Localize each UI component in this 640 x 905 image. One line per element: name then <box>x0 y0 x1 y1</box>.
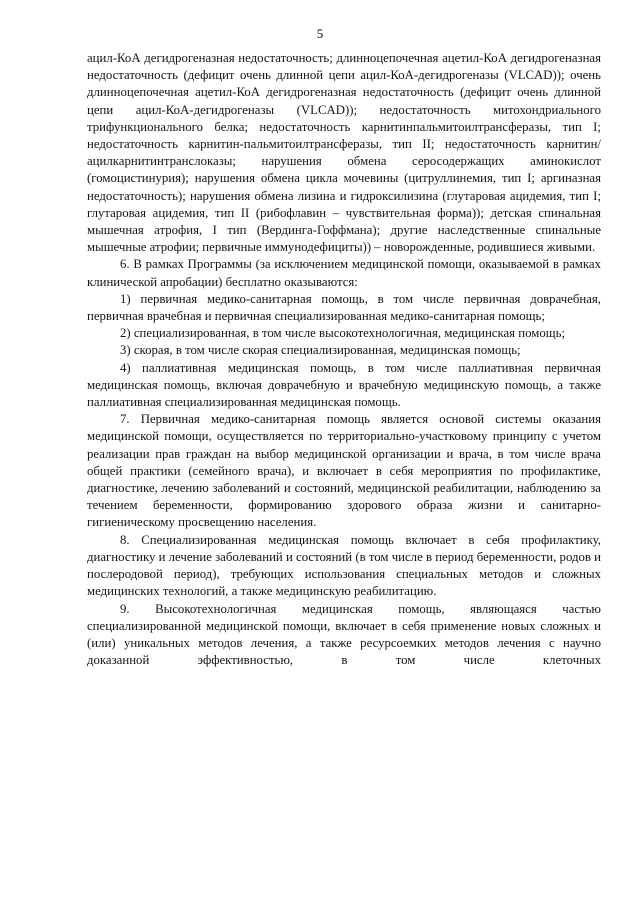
paragraph-disease-list-continuation: ацил-КоА дегидрогеназная недостаточность; длинноцепочечная ацетил-КоА дегидрогеназная недостаточность (дефицит очень длинной цепи ацил-КоА-дегидрогеназы (VLCAD)); очень длинноцепочечная ацетил-КоА дегидрогеназная недостаточность (дефицит очень длинной цепи ацил-КоА-дегидрогеназы (VLCAD)); недостаточность митохондриального трифункционального белка; недостаточность карнитинпальмитоилтрансферазы, тип I; недостаточность карнитин-пальмитоилтрансферазы, тип II; недостаточность карнитин/ацилкарнитинтранслоказы; нарушения обмена серосодержащих аминокислот (гомоцистинурия); нарушения обмена цикла мочевины (цитруллинемия, тип I; аргиназная недостаточность); нарушения обмена лизина и гидроксилизина (глутаровая ацидемия, тип I; глутаровая ацидемия, тип II (рибофлавин – чувствительная форма)); детская спинальная мышечная атрофия, I тип (Вердинга-Гоффмана); другие наследственные спинальные мышечные атрофии; первичные иммунодефициты)) – новорожденные, родившиеся живыми. <box>87 51 601 255</box>
paragraph-7: 7. Первичная медико-санитарная помощь является основой системы оказания медицинской помощи, осуществляется по территориально-участковому принципу с учетом реализации прав граждан на выбор медицинской организации и врача, в том числе врача общей практики (семейного врача), и включает в себя мероприятия по профилактике, диагностике, лечению заболеваний и состояний, медицинской реабилитации, наблюдению за течением беременности, формированию здорового образа жизни и санитарно-гигиеническому просвещению населения. <box>87 412 601 530</box>
list-item-2: 2) специализированная, в том числе высокотехнологичная, медицинская помощь; <box>120 326 566 341</box>
list-item-3: 3) скорая, в том числе скорая специализированная, медицинская помощь; <box>120 343 521 358</box>
list-item-1: 1) первичная медико-санитарная помощь, в том числе первичная доврачебная, первичная врачебная и первичная специализированная медико-санитарная помощь; <box>87 291 601 324</box>
paragraph-9: 9. Высокотехнологичная медицинская помощь, являющаяся частью специализированной медицинской помощи, включает в себя применение новых сложных и (или) уникальных методов лечения, а также ресурсоемких методов лечения с научно доказанной эффективностью, в том числе клеточных <box>87 601 601 668</box>
paragraph-6: 6. В рамках Программы (за исключением медицинской помощи, оказываемой в рамках клинической апробации) бесплатно оказываются: <box>87 257 601 289</box>
document-body <box>87 50 601 669</box>
page-number: 5 <box>316 26 324 41</box>
paragraph-8: 8. Специализированная медицинская помощь включает в себя профилактику, диагностику и лечение заболеваний и состояний (в том числе в период беременности, родов и послеродовой период), требующих использования специальных методов и сложных медицинских технологий, а также медицинскую реабилитацию. <box>87 532 601 599</box>
list-item-4: 4) паллиативная медицинская помощь, в том числе паллиативная первичная медицинская помощь, включая доврачебную и врачебную медицинскую помощь, а также паллиативная специализированная медицинская помощь. <box>87 360 601 410</box>
